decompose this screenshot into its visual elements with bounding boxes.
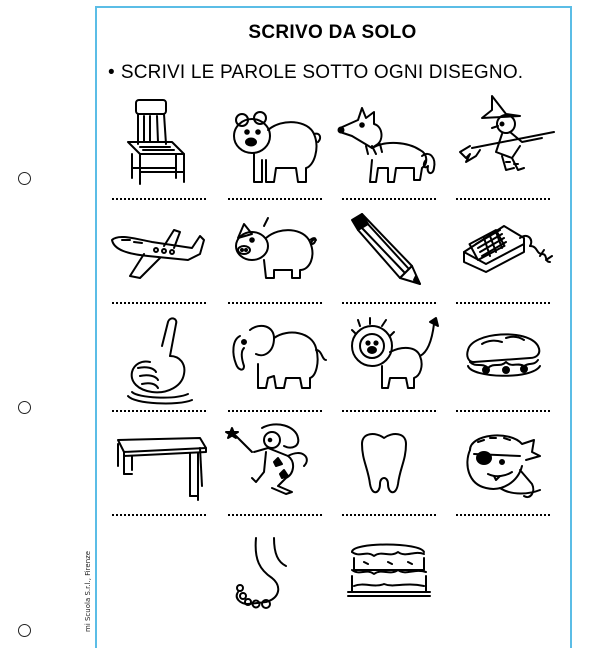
page-title: SCRIVO DA SOLO — [248, 22, 417, 43]
answer-line[interactable] — [112, 302, 206, 304]
answer-line[interactable] — [342, 198, 436, 200]
pig-drawing — [230, 214, 330, 314]
answer-line[interactable] — [228, 302, 322, 304]
answer-line[interactable] — [456, 302, 550, 304]
airplane-drawing — [108, 210, 208, 310]
answer-line[interactable] — [112, 198, 206, 200]
binder-hole-middle — [18, 401, 31, 414]
elephant-drawing — [230, 318, 330, 418]
pencil-drawing — [348, 210, 448, 310]
answer-line[interactable] — [456, 514, 550, 516]
bear-drawing — [228, 98, 328, 198]
answer-line[interactable] — [342, 410, 436, 412]
answer-line[interactable] — [112, 514, 206, 516]
answer-line[interactable] — [228, 514, 322, 516]
foot-drawing — [226, 530, 326, 630]
answer-line[interactable] — [342, 514, 436, 516]
finger-drawing — [118, 316, 218, 416]
copyright-credit: mi Scuola S.r.l., Firenze — [84, 550, 92, 632]
chair-drawing — [110, 92, 210, 192]
wolf-drawing — [336, 98, 436, 198]
bullet-icon: • — [108, 62, 115, 83]
answer-line[interactable] — [342, 302, 436, 304]
answer-line[interactable] — [228, 198, 322, 200]
instruction-text: SCRIVI LE PAROLE SOTTO OGNI DISEGNO. — [120, 62, 524, 83]
binder-hole-bottom — [18, 624, 31, 637]
telephone-drawing — [458, 210, 558, 310]
witch-drawing — [462, 92, 562, 192]
answer-line[interactable] — [228, 410, 322, 412]
lion-drawing — [350, 316, 450, 416]
sandwich-drawing — [462, 322, 562, 422]
cake-drawing — [344, 530, 444, 630]
fairy-drawing — [222, 422, 322, 522]
tooth-drawing — [352, 428, 452, 528]
instruction — [108, 62, 523, 84]
binder-hole-top — [18, 172, 31, 185]
answer-line[interactable] — [112, 410, 206, 412]
answer-line[interactable] — [456, 410, 550, 412]
answer-line[interactable] — [456, 198, 550, 200]
